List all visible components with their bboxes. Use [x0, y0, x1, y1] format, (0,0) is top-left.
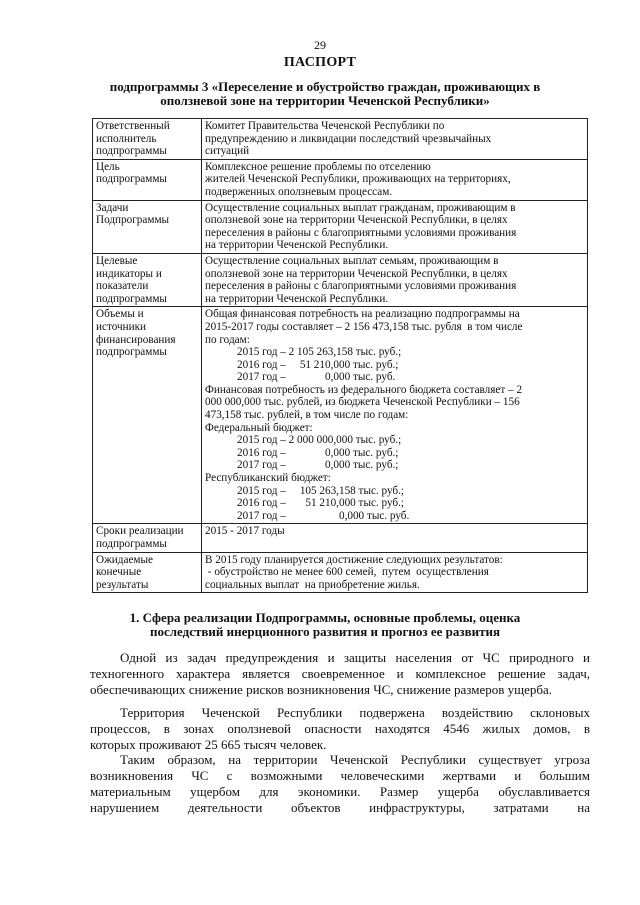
- passport-row: [93, 119, 588, 160]
- paragraph-line: которых проживают 25 665 тысяч человек.: [90, 737, 327, 752]
- passport-row: [93, 307, 588, 524]
- passport-value-line: 2015 - 2017 годы: [205, 525, 285, 538]
- section-heading-line: 1. Сфера реализации Подпрограммы, основные проблемы, оценка: [129, 610, 521, 625]
- passport-value-line: 2016 год – 51 210,000 тыс. руб.;: [237, 497, 405, 510]
- passport-label-line: индикаторы и: [96, 267, 162, 280]
- paragraph-line: Таким образом, на территории Чеченской Республики существует угроза: [120, 752, 590, 767]
- passport-label-line: подпрограммы: [96, 538, 167, 550]
- passport-value-line: социальных выплат на приобретение жилья.: [205, 578, 420, 591]
- passport-value-line: 2017 год – 0,000 тыс. руб.: [237, 371, 396, 384]
- paragraph-line: обеспечивающих снижение рисков возникновения ЧС, снижение размеров ущерба.: [90, 682, 553, 697]
- section-heading-line: последствий инерционного развития и прогноз ее развития: [149, 624, 501, 639]
- passport-label-cell: [93, 524, 202, 552]
- paragraph: [90, 752, 590, 816]
- passport-value-cell: [202, 552, 588, 593]
- passport-row: [93, 200, 588, 253]
- passport-value-line: оползневой зоне на территории Чеченской Республики, в целях: [205, 214, 508, 227]
- passport-label-line: Ответственный: [96, 120, 170, 132]
- passport-label-line: подпрограммы: [96, 292, 167, 305]
- paragraph-line: Территория Чеченской Республики подвержена воздействию склоновых: [120, 705, 590, 720]
- paragraph-line: материальным ущербом для экономики. Размер ущерба обуславливается: [90, 784, 590, 799]
- passport-value-line: переселения в районы с благоприятными условиями проживания: [205, 280, 517, 293]
- passport-label-line: результаты: [96, 578, 149, 591]
- passport-value-line: 2015-2017 годы составляет – 2 156 473,158 тыс. рубля в том числе: [205, 320, 523, 333]
- passport-value-line: 2015 год – 105 263,158 тыс. руб.;: [237, 484, 405, 497]
- passport-label-line: конечные: [96, 566, 142, 579]
- passport-label-cell: [93, 253, 202, 306]
- passport-value-line: 2017 год – 0,000 тыс. руб.: [237, 509, 410, 522]
- passport-label-line: подпрограммы: [96, 145, 167, 158]
- document-subtitle: [95, 80, 555, 108]
- passport-value-line: 000 000,000 тыс. рублей, из бюджета Чеченской Республики – 156: [205, 396, 520, 409]
- paragraph-line: нарушением деятельности объектов инфраструктуры, затратами на: [90, 800, 590, 815]
- passport-label-line: источники: [96, 320, 147, 333]
- document-title: ПАСПОРТ: [283, 55, 357, 70]
- passport-value-cell: [202, 524, 588, 552]
- paragraph-line: возникновения ЧС с возможными человеческими жертвами и большим: [90, 768, 590, 783]
- passport-label-line: показатели: [96, 280, 149, 293]
- passport-value-line: 2015 год – 2 000 000,000 тыс. руб.;: [237, 434, 402, 447]
- subtitle-line: оползневой зоне на территории Чеченской Республики»: [160, 93, 490, 108]
- passport-value-cell: [202, 307, 588, 524]
- passport-label-cell: [93, 159, 202, 200]
- passport-value-cell: [202, 200, 588, 253]
- passport-value-cell: [202, 159, 588, 200]
- passport-value-line: подверженных оползневым процессам.: [205, 185, 393, 198]
- passport-value-cell: [202, 119, 588, 160]
- passport-row: [93, 552, 588, 593]
- passport-value-line: по годам:: [205, 333, 250, 346]
- paragraph-line: Одной из задач предупреждения и защиты населения от ЧС природного и: [120, 650, 590, 665]
- passport-row: [93, 159, 588, 200]
- passport-value-cell: [202, 253, 588, 306]
- passport-label-cell: [93, 307, 202, 524]
- passport-label-cell: [93, 200, 202, 253]
- passport-value-line: 2015 год – 2 105 263,158 тыс. руб.;: [237, 346, 402, 359]
- passport-value-line: Республиканский бюджет:: [205, 472, 331, 485]
- passport-value-line: предупреждению и ликвидации последствий чрезвычайных: [205, 132, 492, 145]
- passport-value-line: на территории Чеченской Республики.: [205, 292, 389, 305]
- passport-label-line: Цель: [96, 160, 120, 173]
- passport-value-line: Общая финансовая потребность на реализацию подпрограммы на: [205, 308, 520, 321]
- paragraph: [90, 650, 590, 698]
- subtitle-line: подпрограммы 3 «Переселение и обустройство граждан, проживающих в: [109, 79, 541, 94]
- passport-value-line: на территории Чеченской Республики.: [205, 239, 389, 252]
- passport-label-line: исполнитель: [96, 132, 157, 145]
- passport-value-line: ситуаций: [205, 145, 250, 158]
- passport-label-line: Подпрограммы: [96, 214, 170, 227]
- passport-row: [93, 253, 588, 306]
- passport-value-line: 2017 год – 0,000 тыс. руб.;: [237, 459, 399, 472]
- passport-label-cell: [93, 119, 202, 160]
- passport-label-line: Ожидаемые: [96, 553, 153, 566]
- passport-label-line: Сроки реализации: [96, 525, 184, 538]
- paragraph-line: процессов, в зонах оползневой опасности находятся 4546 жилых домов, в: [90, 721, 590, 736]
- passport-value-line: Осуществление социальных выплат гражданам, проживающим в: [205, 201, 516, 214]
- passport-label-line: подпрограммы: [96, 173, 167, 186]
- passport-label-cell: [93, 552, 202, 593]
- paragraph-line: техногенного характера является своевременное и комплексное решение задач,: [90, 666, 590, 681]
- passport-value-line: - обустройство не менее 600 семей, путем осуществления: [205, 566, 489, 579]
- passport-value-line: Комплексное решение проблемы по отселению: [205, 160, 431, 173]
- passport-value-line: В 2015 году планируется достижение следующих результатов:: [205, 553, 503, 566]
- passport-value-line: 2016 год – 0,000 тыс. руб.;: [237, 446, 399, 459]
- paragraph: [90, 705, 590, 753]
- passport-value-line: переселения в районы с благоприятными условиями проживания: [205, 226, 517, 239]
- passport-value-line: 2016 год – 51 210,000 тыс. руб.;: [237, 358, 399, 371]
- passport-label-line: Объемы и: [96, 308, 144, 321]
- passport-table: [92, 118, 588, 593]
- passport-row: [93, 524, 588, 552]
- section-heading: [110, 611, 540, 639]
- passport-value-line: жителей Чеченской Республики, проживающих на территориях,: [205, 173, 511, 186]
- passport-value-line: Федеральный бюджет:: [205, 421, 313, 434]
- passport-label-line: финансирования: [96, 333, 176, 346]
- passport-label-line: Задачи: [96, 201, 129, 214]
- passport-value-line: Осуществление социальных выплат семьям, проживающим в: [205, 254, 499, 267]
- passport-label-line: подпрограммы: [96, 346, 167, 359]
- passport-value-line: оползневой зоне на территории Чеченской Республики, в целях: [205, 267, 508, 280]
- page-number: 29: [314, 38, 326, 52]
- passport-value-line: Финансовая потребность из федерального бюджета составляет – 2: [205, 383, 523, 396]
- passport-label-line: Целевые: [96, 254, 138, 267]
- passport-value-line: Комитет Правительства Чеченской Республики по: [205, 120, 445, 132]
- passport-value-line: 473,158 тыс. рублей, в том числе по годам:: [205, 409, 409, 422]
